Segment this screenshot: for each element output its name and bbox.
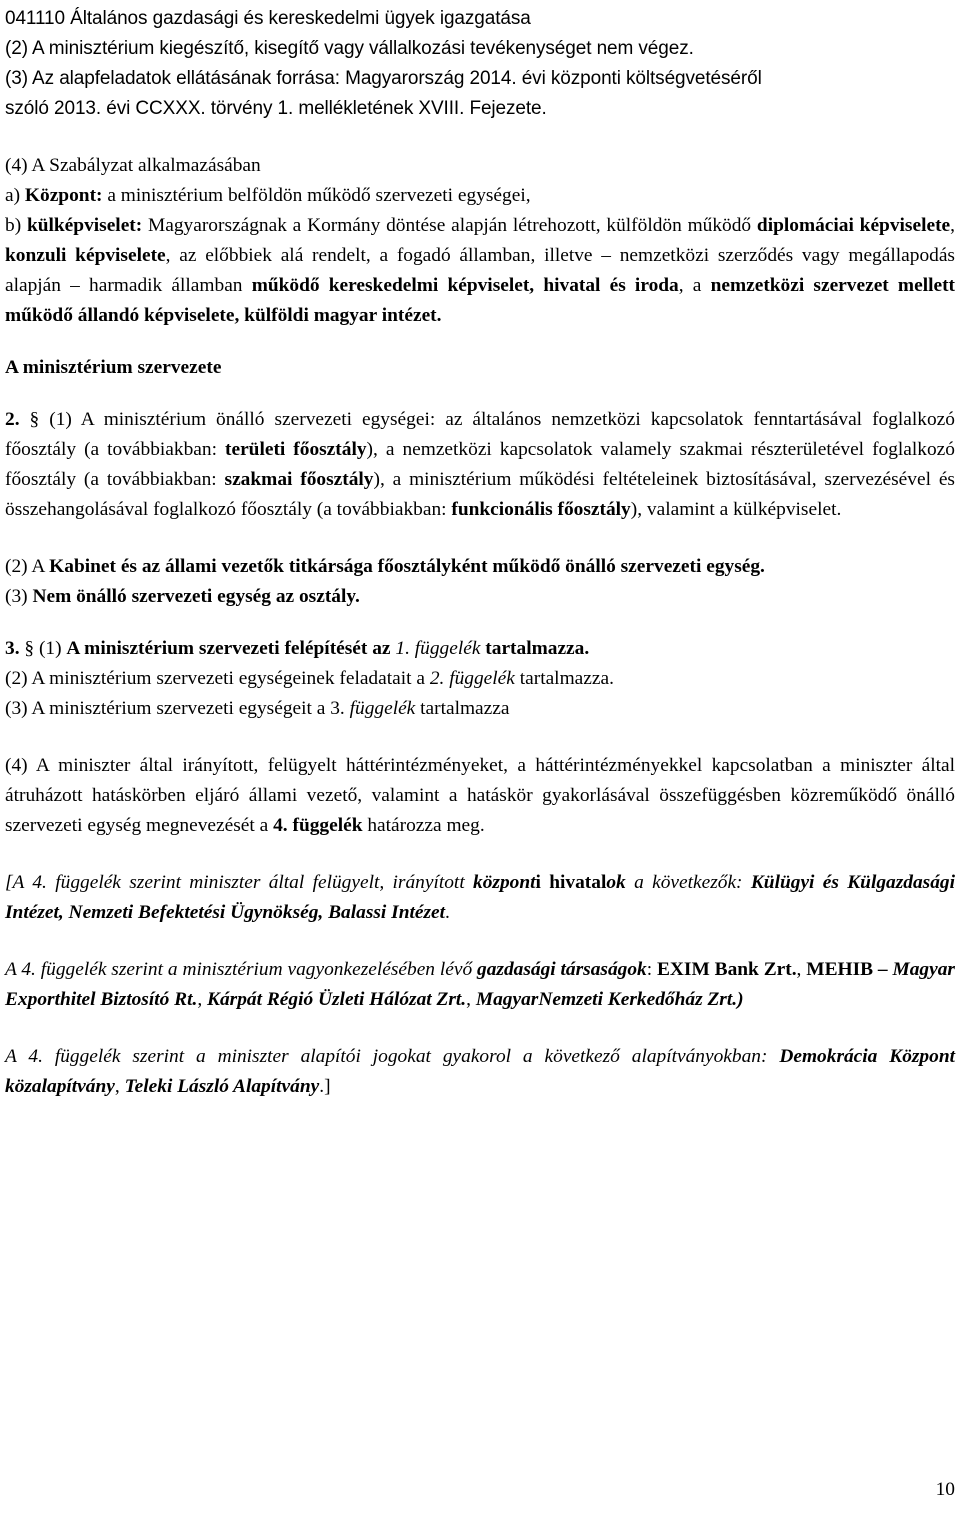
appendix-4-foundations: [5, 1042, 955, 1102]
appendix-4-a-bold-1: központ: [473, 872, 536, 893]
appendix-4-notes: [5, 868, 955, 1102]
appendix-4-c-end: .]: [319, 1076, 331, 1097]
section-heading-text: A minisztérium szervezete: [5, 357, 222, 378]
appendix-4-b-sep-1: ,: [796, 959, 807, 980]
definition-b-text-3: , a: [678, 275, 711, 296]
section-2-number: 2.: [5, 409, 20, 430]
section-3-line-1: [5, 634, 955, 664]
section-2-term-3: funkcionális főosztály: [451, 499, 631, 520]
section-3-l1-b: A minisztérium szervezeti felépítését az: [66, 638, 396, 659]
definition-b-term-5: nemzetközi szervezet mellett működő állandó képviselete, külföldi magyar intézet.: [5, 275, 955, 326]
section-3-l3-b: tartalmazza: [415, 698, 510, 719]
section-3-paragraph-4: [5, 751, 955, 841]
appendix-4-companies: [5, 955, 955, 1015]
appendix-4-c-foundation-2: Teleki László Alapítvány: [124, 1076, 320, 1097]
section-3-l1-c: tartalmazza.: [480, 638, 590, 659]
definition-a: [5, 181, 955, 211]
header-line-4: szóló 2013. évi CCXXX. törvény 1. mellékletének XVIII. Fejezete.: [5, 98, 547, 119]
section-3-l3-num: 3.: [330, 698, 345, 719]
section-2-paragraph-2: [5, 552, 955, 582]
appendix-4-a-bold-3: ok: [606, 872, 626, 893]
section-3-l3-appendix: függelék: [344, 698, 416, 719]
definition-b-sep: ,: [950, 215, 955, 236]
definitions-intro: (4) A Szabályzat alkalmazásában: [5, 155, 261, 176]
section-3-l2-b: tartalmazza.: [514, 668, 614, 689]
section-3-line-2: [5, 664, 955, 694]
appendix-4-a-text: a következők:: [625, 872, 751, 893]
section-2-term-2: szakmai főosztály: [224, 469, 374, 490]
section-2-text-3: ), a minisztérium működési feltételeinek biztosításával, szervezésével és összehangolásával foglalkozó főosztály (a továbbiakban:: [5, 469, 955, 520]
appendix-4-a-open: [A 4. függelék szerint miniszter által felügyelt, irányított: [5, 872, 474, 893]
paragraph-4-definitions: [5, 151, 955, 331]
section-3-l1-a: § (1): [19, 638, 67, 659]
definition-b-term-2: diplomáciai képviselete: [756, 215, 951, 236]
definition-b-text-2: , az előbbiek alá rendelt, a fogadó államban, illetve – nemzetközi szerződés vagy megállapodás alapján – harmadik államban: [5, 245, 955, 296]
header-line-3: (3) Az alapfeladatok ellátásának forrása: Magyarország 2014. évi központi költségvetéséről: [5, 68, 762, 89]
definition-b-term-3: konzuli képviselete: [5, 245, 166, 266]
definition-a-term: Központ:: [24, 185, 103, 206]
section-3-p4-bold: 4. függelék: [273, 815, 363, 836]
section-3-l2-appendix: 2. függelék: [429, 668, 515, 689]
section-2-p3-prefix: (3): [5, 586, 33, 607]
appendix-4-b-sep-2: ,: [197, 989, 208, 1010]
section-3-number: 3.: [5, 638, 20, 659]
appendix-4-b-exim: EXIM Bank Zrt.: [656, 959, 797, 980]
section-2-text-2: ), a nemzetközi kapcsolatok valamely szakmai részterületével foglalkozó főosztály (a továbbiakban:: [5, 439, 955, 490]
section-3-l1-appendix: 1. függelék: [395, 638, 481, 659]
section-2-paragraph-1: [5, 405, 955, 525]
appendix-4-b-text: A 4. függelék szerint a minisztérium vagyonkezelésében lévő: [5, 959, 478, 980]
section-3-line-3: [5, 694, 955, 724]
appendix-4-b-colon: :: [646, 959, 657, 980]
section-2-p2-bold: Kabinet és az állami vezetők titkársága főosztályként működő önálló szervezeti egység.: [49, 556, 765, 577]
appendix-4-b-kerkedohaz: MagyarNemzeti Kerkedőház Zrt.): [475, 989, 744, 1010]
section-2-paragraph-3: [5, 582, 955, 612]
section-2-p3-bold: Nem önálló szervezeti egység az osztály.: [32, 586, 360, 607]
definition-b: [5, 211, 955, 331]
definition-b-term: külképviselet:: [26, 215, 143, 236]
appendix-4-b-sep-3: ,: [466, 989, 476, 1010]
appendix-4-b-karpat: Kárpát Régió Üzleti Hálózat Zrt.: [207, 989, 467, 1010]
section-2-text-4: ), valamint a külképviselet.: [630, 499, 842, 520]
section-2-term-1: területi főosztály: [225, 439, 367, 460]
definition-b-text-1: Magyarországnak a Kormány döntése alapján létrehozott, külföldön működő: [142, 215, 757, 236]
section-heading: [5, 353, 955, 383]
section-2-text-1: § (1) A minisztérium önálló szervezeti egységei: az általános nemzetközi kapcsolatok fenntartásával foglalkozó főosztály (a továbbiakban:: [5, 409, 955, 460]
appendix-4-b-mehib: MEHIB –: [806, 959, 893, 980]
section-2-p2-prefix: (2) A: [5, 556, 50, 577]
appendix-4-b-mehib-full: Magyar Exporthitel Biztosító Rt.: [5, 959, 955, 1010]
section-3: [5, 634, 955, 841]
appendix-4-c-sep: ,: [114, 1076, 125, 1097]
definition-a-prefix: a): [5, 185, 25, 206]
section-2: [5, 405, 955, 612]
page-number: 10: [935, 1479, 955, 1500]
header-line-2: (2) A minisztérium kiegészítő, kisegítő vagy vállalkozási tevékenységet nem végez.: [5, 38, 694, 59]
definition-a-text: a minisztérium belföldön működő szervezeti egységei,: [102, 185, 531, 206]
appendix-4-offices: [5, 868, 955, 928]
document-page: [5, 4, 955, 1102]
appendix-4-a-list: Külügyi és Külgazdasági Intézet, Nemzeti Befektetési Ügynökség, Balassi Intézet: [5, 872, 955, 923]
definition-b-term-4: működő kereskedelmi képviselet, hivatal és iroda: [251, 275, 679, 296]
appendix-4-c-text: A 4. függelék szerint a miniszter alapítói jogokat gyakorol a következő alapítványokban:: [5, 1046, 780, 1067]
appendix-4-a-end: .: [445, 902, 450, 923]
appendix-4-c-foundation-1: Demokrácia Központ közalapítvány: [5, 1046, 955, 1097]
section-3-l3-a: (3) A minisztérium szervezeti egységeit a: [5, 698, 331, 719]
section-3-p4-end: határozza meg.: [362, 815, 485, 836]
program-code-line: 041110 Általános gazdasági és kereskedelmi ügyek igazgatása: [5, 8, 531, 29]
section-3-p4-text: (4) A miniszter által irányított, felügyelt háttérintézményeket, a háttérintézményekkel kapcsolatban a miniszter által átruházott hatáskörben eljáró állami vezető, valamint a hatáskör gyakorlásával összefüggésben közreműködő önálló szervezeti egység megnevezését a: [5, 755, 955, 836]
header-block: [5, 4, 955, 124]
appendix-4-a-bold-2: i hivatal: [535, 872, 607, 893]
section-3-l2-a: (2) A minisztérium szervezeti egységeinek feladatait a: [5, 668, 430, 689]
appendix-4-b-term: gazdasági társaságok: [477, 959, 647, 980]
definition-b-prefix: b): [5, 215, 27, 236]
